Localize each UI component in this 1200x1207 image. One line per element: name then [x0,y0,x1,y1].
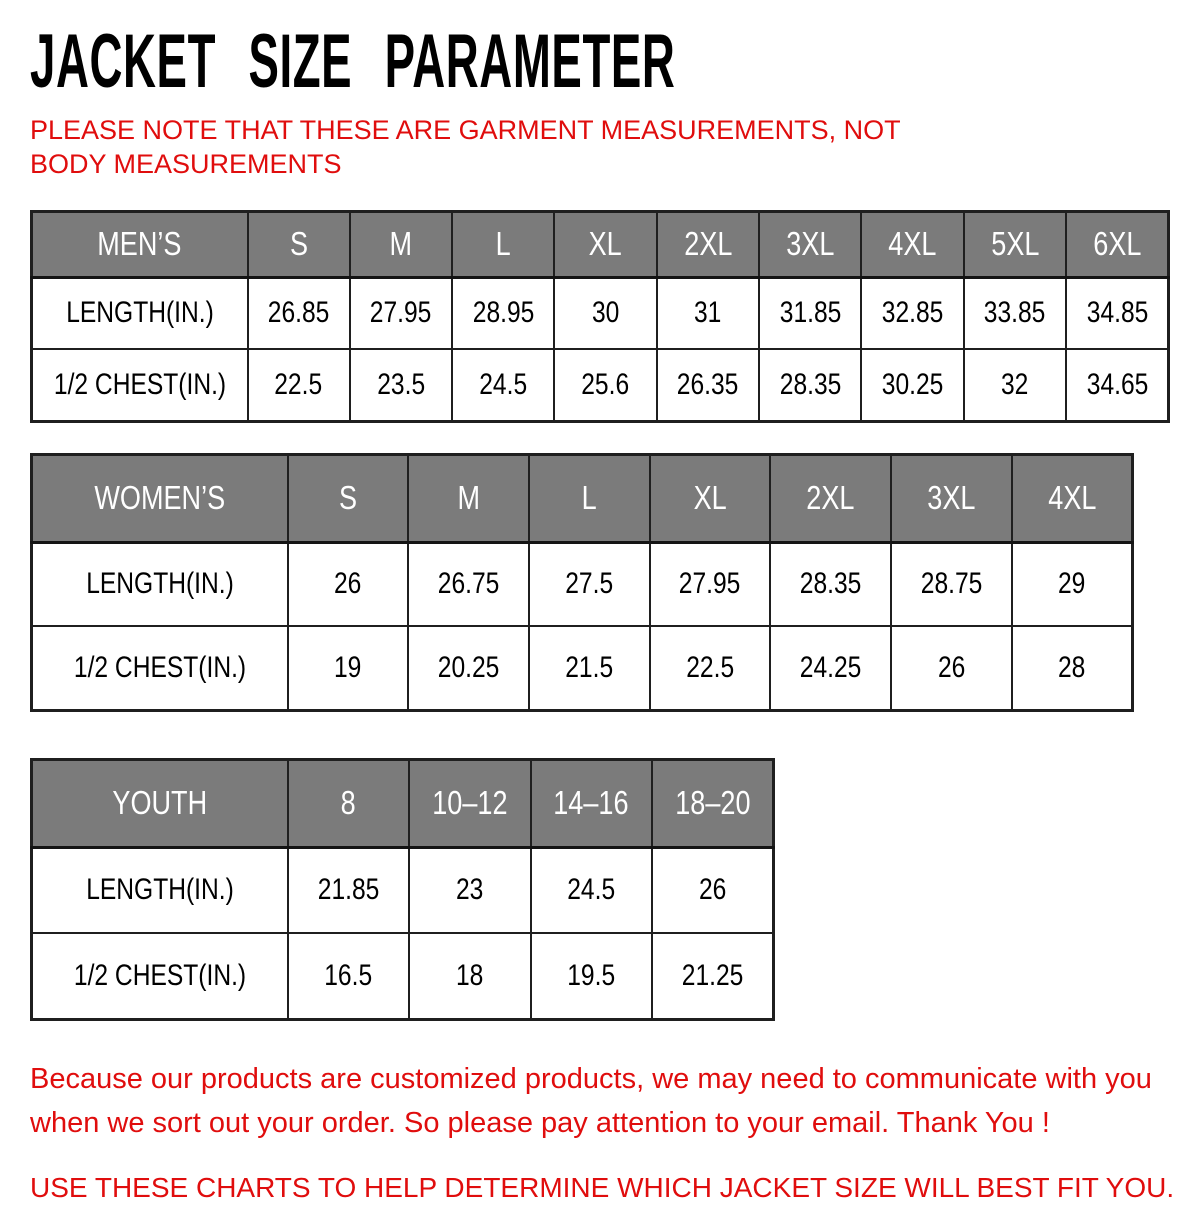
size-value-cell [770,542,891,626]
size-value: 22.5 [274,367,323,401]
size-column-header [650,454,771,542]
measurement-row [32,542,1133,626]
size-value: 34.65 [1086,367,1148,401]
size-column-header [288,454,409,542]
size-value-cell [409,933,531,1019]
page-title [30,19,1200,104]
size-column-header [759,211,861,277]
row-label: LENGTH(IN.) [65,296,214,330]
size-value-cell [408,542,529,626]
size-label: S [289,225,308,262]
size-value-cell [770,626,891,710]
size-label: 2XL [683,225,733,262]
garment-measurement-note: PLEASE NOTE THAT THESE ARE GARMENT MEASUREMENTS, NOT BODY MEASUREMENTS [30,115,901,179]
size-value: 28 [1058,650,1086,684]
size-column-header [770,454,891,542]
size-label: 4XL [888,225,937,262]
measurement-row [32,626,1133,710]
size-value-cell [1012,542,1133,626]
table-title-cell [32,759,288,847]
size-value: 24.25 [799,650,862,684]
size-value: 26.85 [267,296,330,330]
size-value: 24.5 [479,367,528,401]
size-column-header [964,211,1066,277]
size-value-cell [531,847,653,933]
size-value-cell [1066,277,1168,349]
size-value: 27.95 [370,296,432,330]
size-label: XL [693,479,727,516]
size-label: 3XL [927,479,976,516]
size-column-header [657,211,759,277]
size-value: 21.25 [681,958,744,992]
size-value: 20.25 [437,650,500,684]
size-label: L [495,225,511,262]
size-label: XL [589,225,623,262]
size-value-cell [759,277,861,349]
size-value-cell [650,542,771,626]
size-label: 6XL [1092,225,1142,262]
row-label: 1/2 CHEST(IN.) [73,958,246,992]
size-column-header [409,759,531,847]
size-value-cell [759,349,861,421]
womens-size-table [30,453,1134,712]
size-value: 27.5 [565,567,614,601]
size-column-header [529,454,650,542]
table-title-label: YOUTH [112,784,208,821]
size-value: 31 [694,296,722,330]
size-label: 3XL [786,225,835,262]
row-label: LENGTH(IN.) [85,567,234,601]
size-value: 26.35 [677,367,739,401]
size-value: 28.75 [920,567,983,601]
size-value-cell [531,933,653,1019]
size-value-cell [529,626,650,710]
size-value-cell [529,542,650,626]
size-value: 21.85 [317,873,380,907]
size-value-cell [964,349,1066,421]
size-label: S [338,479,357,516]
size-value: 26 [698,873,727,907]
size-value-cell [652,847,774,933]
page-title-text: JACKET SIZE PARAMETER [30,19,676,104]
size-value: 25.6 [581,367,630,401]
size-value: 19.5 [567,958,616,992]
size-column-header [861,211,963,277]
size-column-header [408,454,529,542]
size-value: 33.85 [984,296,1046,330]
measurement-row [32,349,1169,421]
size-value-cell [288,847,410,933]
size-header-row [32,454,1133,542]
size-label: 2XL [806,479,855,516]
size-value: 22.5 [686,650,734,684]
size-value: 26 [334,567,362,601]
size-label: M [389,225,413,262]
size-value-cell [1012,626,1133,710]
row-label-cell [32,933,288,1019]
size-value-cell [1066,349,1168,421]
size-column-header [531,759,653,847]
size-value: 28.35 [799,567,862,601]
size-column-header [891,454,1012,542]
size-column-header [248,211,350,277]
size-value: 28.35 [779,367,842,401]
row-label-cell [32,626,288,710]
size-label: 8 [340,784,356,821]
mens-size-table [30,210,1170,423]
size-column-header [350,211,452,277]
customization-communication-note: Because our products are customized products, we may need to communicate with you when we sort out your order. So please pay attention to your email. Thank You ! [30,1062,1152,1140]
size-value: 27.95 [679,567,741,601]
row-label: 1/2 CHEST(IN.) [53,367,226,401]
size-value-cell [554,277,656,349]
size-value: 24.5 [567,873,616,907]
size-value: 26.75 [437,567,500,601]
size-label: 5XL [990,225,1040,262]
row-label-cell [32,349,248,421]
size-column-header [1012,454,1133,542]
size-value: 16.5 [324,958,373,992]
youth-size-table [30,758,775,1021]
size-value-cell [409,847,531,933]
size-value-cell [891,626,1012,710]
size-value: 31.85 [779,296,842,330]
row-label-cell [32,847,288,933]
size-value-cell [248,349,350,421]
size-column-header [554,211,656,277]
size-value: 29 [1058,567,1086,601]
size-value: 26 [937,650,966,684]
chart-usage-note: USE THESE CHARTS TO HELP DETERMINE WHICH JACKET SIZE WILL BEST FIT YOU. [30,1172,1175,1204]
row-label: 1/2 CHEST(IN.) [73,650,246,684]
size-value-cell [554,349,656,421]
size-value: 30 [591,296,620,330]
size-value-cell [350,277,452,349]
table-title-label: MEN’S [97,225,182,262]
size-value-cell [652,933,774,1019]
size-value: 23 [456,873,484,907]
size-label: 18–20 [674,784,751,821]
row-label-cell [32,277,248,349]
size-value: 30.25 [881,367,944,401]
size-header-row [32,211,1169,277]
size-value-cell [964,277,1066,349]
row-label-cell [32,542,288,626]
size-column-header [1066,211,1168,277]
size-value-cell [452,277,554,349]
size-value-cell [861,349,963,421]
size-value-cell [288,933,410,1019]
size-column-header [288,759,410,847]
size-value: 28.95 [472,296,535,330]
size-header-row [32,759,774,847]
table-title-label: WOMEN’S [94,479,226,516]
size-value: 32.85 [881,296,944,330]
row-label: LENGTH(IN.) [85,873,234,907]
size-value-cell [657,349,759,421]
size-value-cell [657,277,759,349]
size-value-cell [288,626,409,710]
size-value: 34.85 [1086,296,1148,330]
size-value-cell [408,626,529,710]
size-value-cell [861,277,963,349]
size-column-header [452,211,554,277]
size-value-cell [891,542,1012,626]
size-value-cell [650,626,771,710]
size-value-cell [350,349,452,421]
size-value: 18 [456,958,484,992]
size-label: L [581,479,597,516]
size-value: 23.5 [377,367,425,401]
size-label: 14–16 [553,784,629,821]
measurement-row [32,847,774,933]
size-value: 32 [1001,367,1029,401]
size-label: 4XL [1047,479,1096,516]
table-title-cell [32,211,248,277]
size-value-cell [452,349,554,421]
measurement-row [32,933,774,1019]
table-title-cell [32,454,288,542]
size-value: 19 [334,650,362,684]
size-label: 10–12 [432,784,508,821]
size-value-cell [248,277,350,349]
size-value: 21.5 [565,650,614,684]
measurement-row [32,277,1169,349]
size-label: M [457,479,480,516]
size-value-cell [288,542,409,626]
size-column-header [652,759,774,847]
